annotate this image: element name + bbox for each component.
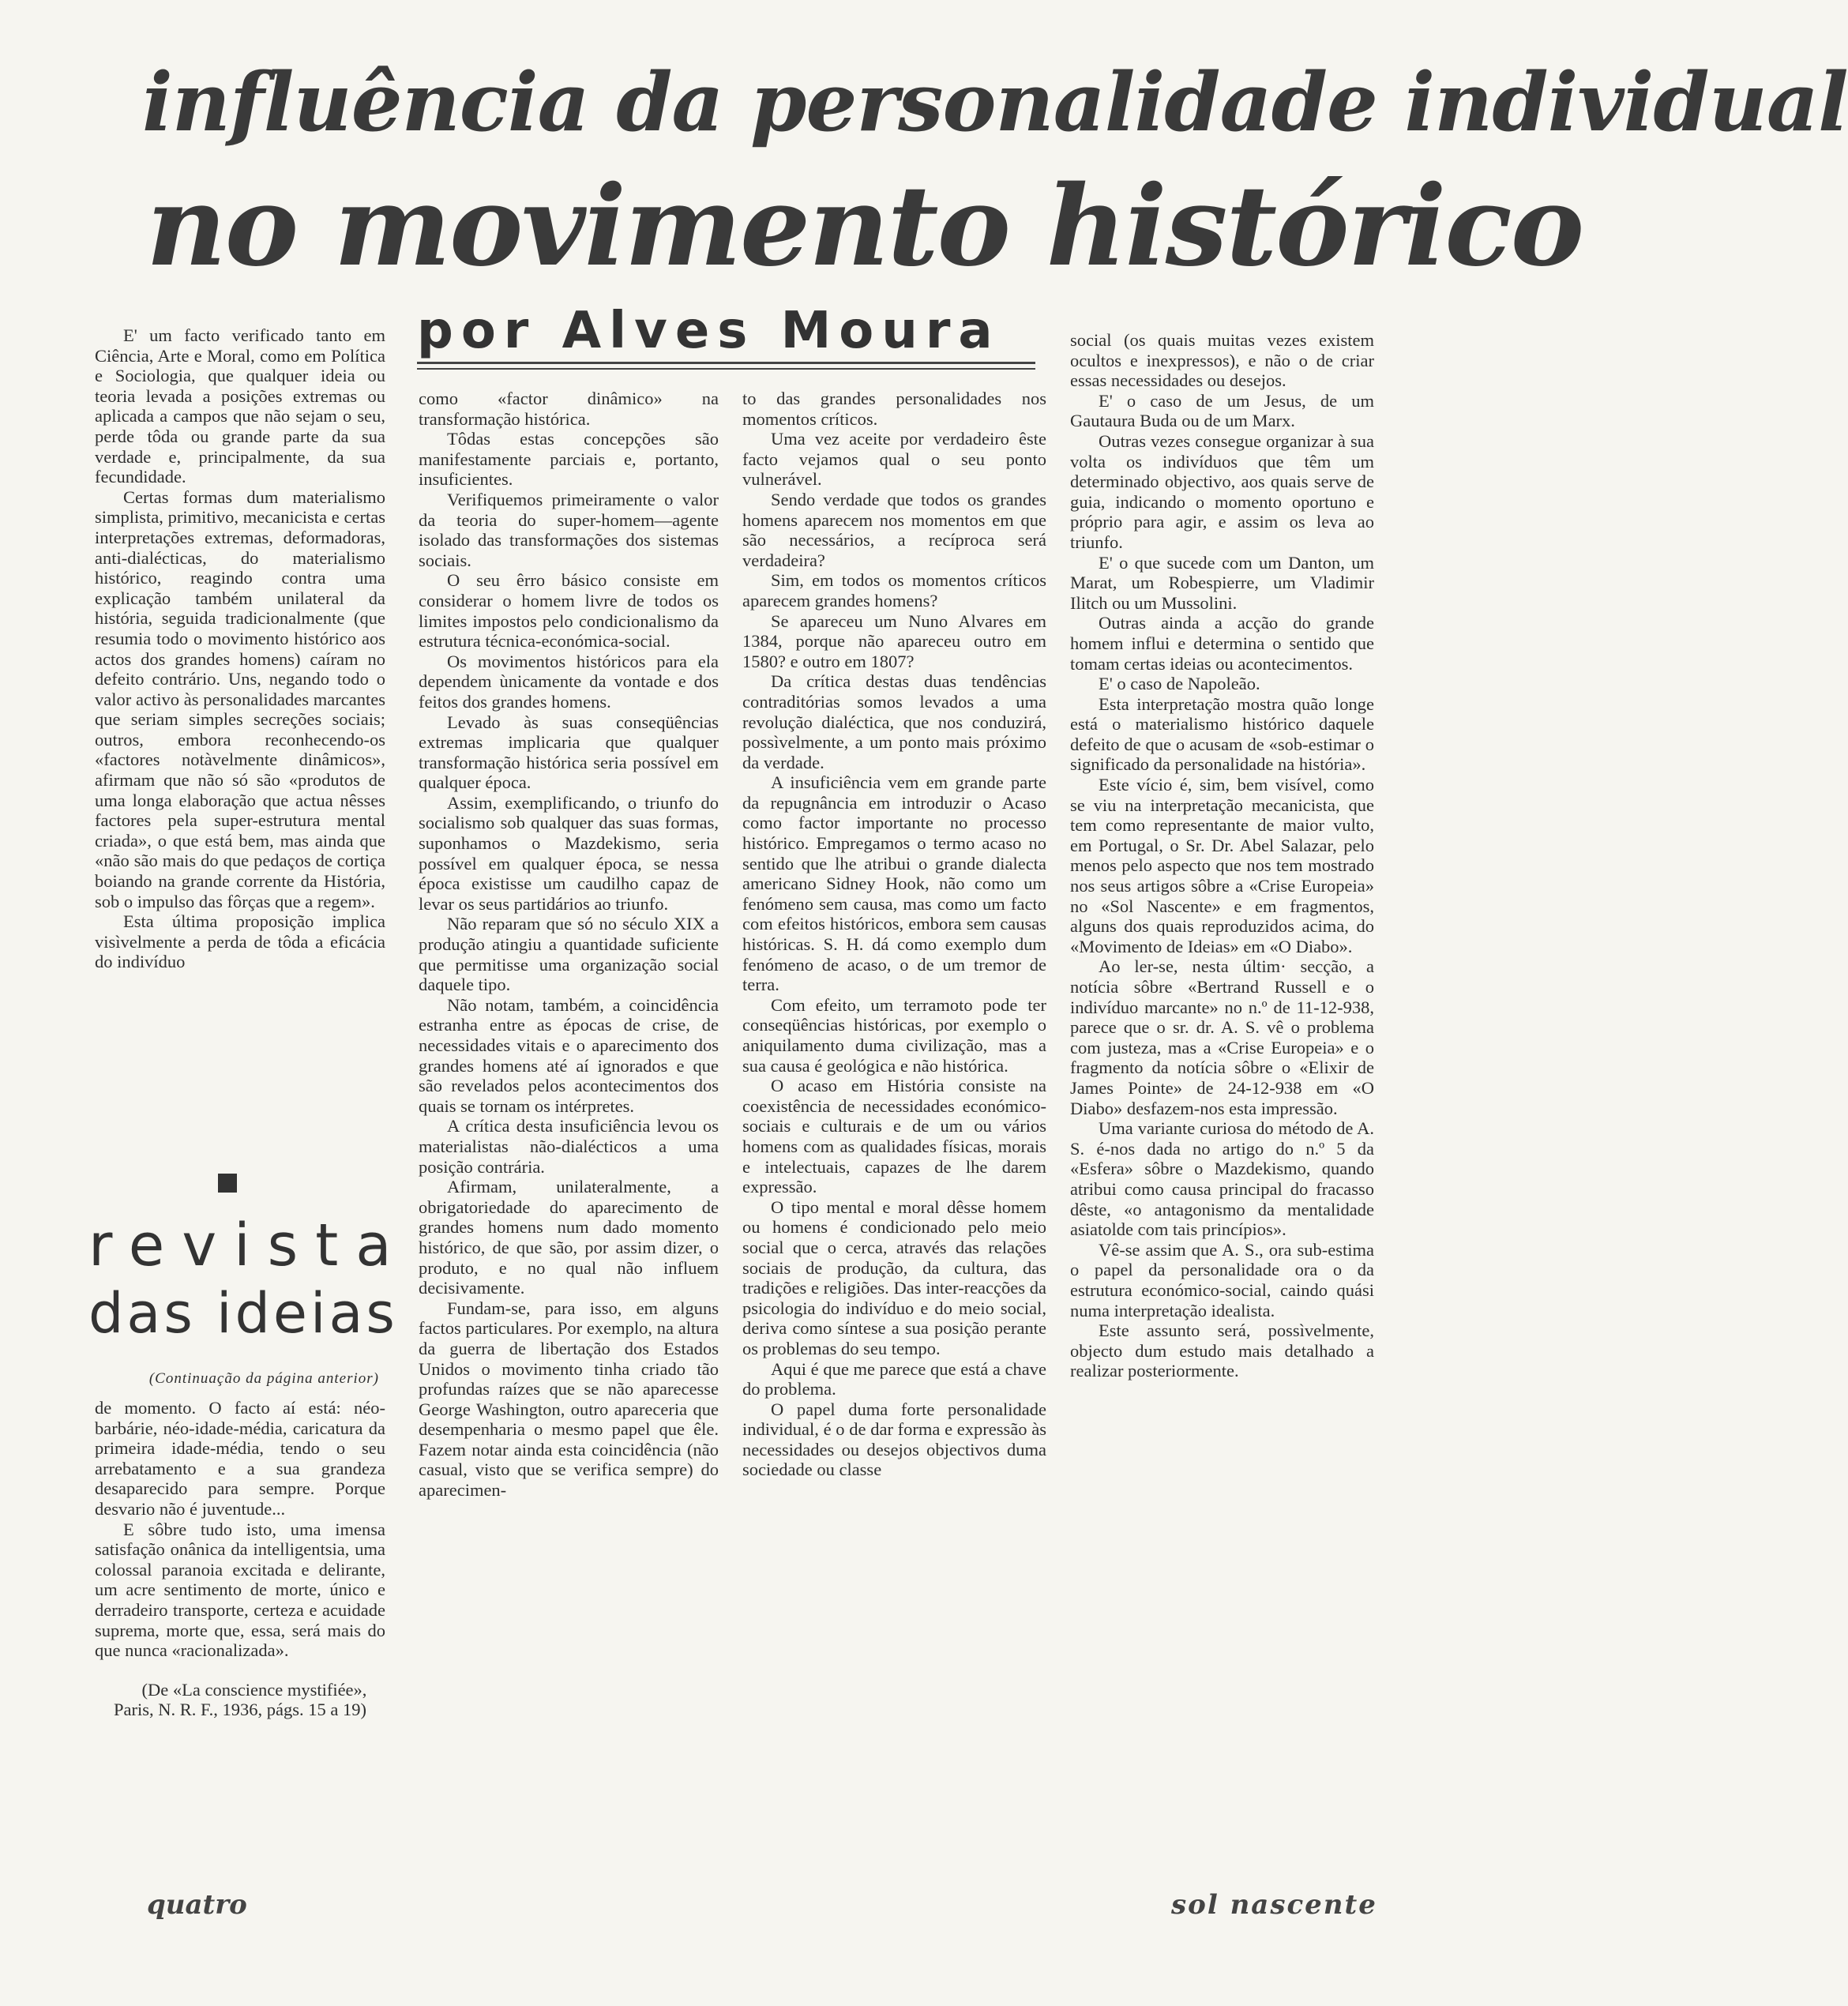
headline-line-2: no movimento histórico xyxy=(146,162,1583,291)
article-paragraph: Verifiquemos primeiramente o valor da teoria do super-homem—agente isolado das transformações dos sistemas sociais. xyxy=(419,489,719,570)
byline: por Alves Moura xyxy=(417,302,1001,360)
article-paragraph: O seu êrro básico consiste em considerar o homem livre de todos os limites impostos pelo condicionalismo da estrutura técnica-económica-social. xyxy=(419,570,719,652)
article-paragraph: O acaso em História consiste na coexistência de necessidades económico-sociais e culturais e de um ou vários homens com as qualidades físicas, morais e intelectuais, capazes de lhe darem expressão. xyxy=(742,1076,1046,1197)
article-paragraph: E' o que sucede com um Danton, um Marat, um Robespierre, um Vladimir Ilitch ou um Mussolini. xyxy=(1070,552,1374,613)
byline-rule-top xyxy=(417,362,1035,364)
article-column-2 xyxy=(419,389,719,1501)
article-paragraph: Não notam, também, a coincidência estranha entre as épocas de crise, de necessidades vitais e o aparecimento dos grandes homens até aí ignorados e que são revelados pelos acontecimentos dos quais se tornam os intérpretes. xyxy=(419,994,719,1116)
byline-rule-bottom xyxy=(417,368,1035,370)
article-paragraph: O papel duma forte personalidade individual, é o de dar forma e expressão às necessidades ou desejos objectivos duma sociedade ou classe xyxy=(742,1399,1046,1480)
article-paragraph: A crítica desta insuficiência levou os materialistas não-dialécticos a uma posição contrária. xyxy=(419,1116,719,1177)
revista-paragraph: de momento. O facto aí está: néo-barbárie, néo-idade-média, caricatura da primeira idade-média, tendo o seu arrebatamento e a sua grandeza desaparecido para sempre. Porque desvario não é juventude... xyxy=(95,1398,385,1519)
article-paragraph: Aqui é que me parece que está a chave do problema. xyxy=(742,1358,1046,1399)
article-paragraph: O tipo mental e moral dêsse homem ou homens é condicionado pelo meio social que o cerca, através das relações sociais de produção, da cultura, das tradições e religiões. Das inter-reacções da psicologia do indivíduo e do meio social, deriva como síntese a sua posição perante os problemas do seu tempo. xyxy=(742,1196,1046,1358)
article-column-1 xyxy=(95,325,385,972)
article-paragraph: Outras vezes consegue organizar à sua volta os indivíduos que têm um determinado objectivo, aos quais serve de guia, indicando o momento oportuno e próprio para agir, e assim os leva ao triunfo. xyxy=(1070,430,1374,552)
page-number-footer: quatro xyxy=(147,1889,247,1921)
article-paragraph: Certas formas dum materialismo simplista, primitivo, mecanicista e certas interpretações extremas, deformadoras, anti-dialécticas, do materialismo histórico, reagindo contra uma explicação também unilateral da história, seguida tradicionalmente (que resumia todo o movimento histórico aos actos dos grandes homens) caíram no defeito contrário. Uns, negando todo o valor activo às personalidades marcantes que seriam simples secreções sociais; outros, embora reconhecendo-os «factores notàvelmente dinâmicos», afirmam que não só são «produtos de uma longa elaboração que actua nêsses factores pela super-estrutura mental criada», o que está bem, mas ainda que «não são mais do que pedaços de cortiça boiando na grande corrente da História, sob o impulso das fôrças que a regem». xyxy=(95,486,385,911)
article-paragraph: Tôdas estas concepções são manifestamente parciais e, portanto, insuficientes. xyxy=(419,429,719,490)
article-paragraph: Assim, exemplificando, o triunfo do socialismo sob qualquer das suas formas, suponhamos o Mazdekismo, seria possível em qualquer época, se nessa época existisse um caudilho capaz de levar os seus partidários ao triunfo. xyxy=(419,792,719,914)
article-paragraph: Sendo verdade que todos os grandes homens aparecem nos momentos em que são necessários, a recíproca será verdadeira? xyxy=(742,489,1046,570)
article-paragraph: Não reparam que só no século XIX a produção atingiu a quantidade suficiente que permitisse uma organização social daquele tipo. xyxy=(419,914,719,995)
article-paragraph: Os movimentos históricos para ela dependem ùnicamente da vontade e dos feitos dos grandes homens. xyxy=(419,651,719,712)
article-paragraph: como «factor dinâmico» na transformação histórica. xyxy=(419,389,719,429)
article-paragraph: Da crítica destas duas tendências contraditórias somos levados a uma revolução dialéctica, que nos conduzirá, possìvelmente, a um ponto mais próximo da verdade. xyxy=(742,671,1046,772)
article-paragraph: Afirmam, unilateralmente, a obrigatoriedade do aparecimento de grandes homens num dado momento histórico, de que são, por assim dizer, o produto, e no qual não influem decisivamente. xyxy=(419,1177,719,1298)
revista-column xyxy=(95,1398,385,1720)
article-paragraph: Vê-se assim que A. S., ora sub-estima o papel da personalidade ora o da estrutura económico-social, caindo quási numa interpretação idealista. xyxy=(1070,1239,1374,1320)
continuation-note: (Continuação da página anterior) xyxy=(148,1370,379,1387)
article-paragraph: Levado às suas conseqüências extremas implicaria que qualquer transformação histórica seria possível em qualquer época. xyxy=(419,712,719,793)
article-paragraph: Uma vez aceite por verdadeiro êste facto vejamos qual o seu ponto vulnerável. xyxy=(742,429,1046,490)
revista-source: (De «La conscience mystifiée», Paris, N. R. F., 1936, págs. 15 a 19) xyxy=(113,1679,367,1720)
article-paragraph: social (os quais muitas vezes existem ocultos e inexpressos), e não o de criar essas necessidades ou desejos. xyxy=(1070,330,1374,391)
article-paragraph: Esta interpretação mostra quão longe está o materialismo histórico daquele defeito de que o acusam de «sob-estimar o significado da personalidade na história». xyxy=(1070,693,1374,775)
article-column-3 xyxy=(742,389,1046,1480)
section-title-das-ideias: das ideias xyxy=(88,1281,398,1346)
article-paragraph: E' o caso de Napoleão. xyxy=(1099,674,1260,694)
article-paragraph: Outras ainda a acção do grande homem influi e determina o sentido que tomam certas ideias ou acontecimentos. xyxy=(1070,613,1374,674)
article-paragraph: E' o caso de um Jesus, de um Gautaura Buda ou de um Marx. xyxy=(1070,390,1374,431)
article-paragraph: Se apareceu um Nuno Alvares em 1384, porque não apareceu outro em 1580? e outro em 1807? xyxy=(742,610,1046,671)
article-paragraph: E' um facto verificado tanto em Ciência, Arte e Moral, como em Política e Sociologia, que qualquer ideia ou teoria levada a posições extremas ou aplicada a campos que não sejam o seu, perde tôda ou grande parte da sua verdade e, principalmente, da sua fecundidade. xyxy=(95,325,385,487)
headline-line-1: influência da personalidade individual xyxy=(142,55,1848,150)
article-paragraph: Este assunto será, possìvelmente, objecto dum estudo mais detalhado a realizar posteriormente. xyxy=(1070,1320,1374,1381)
article-paragraph: to das grandes personalidades nos momentos críticos. xyxy=(742,389,1046,429)
revista-paragraph: E sôbre tudo isto, uma imensa satisfação onânica da intelligentsia, uma colossal paranoia excitada e delirante, um acre sentimento de morte, único e derradeiro transporte, certeza e acuidade suprema, morte que, essa, será mais do que nunca «racionalizada». xyxy=(95,1519,385,1661)
article-paragraph: Esta última proposição implica visìvelmente a perda de tôda a eficácia do indivíduo xyxy=(95,911,385,972)
publication-name-footer: sol nascente xyxy=(1171,1889,1377,1921)
article-paragraph: Fundam-se, para isso, em alguns factos particulares. Por exemplo, na altura da guerra de libertação dos Estados Unidos o movimento tinha criado tão profundas raízes que se não aparecesse George Washington, outro apareceria que desempenharia o mesmo papel que êle. Fazem notar ainda esta coincidência (não casual, visto que se verifica sempre) do aparecimen- xyxy=(419,1298,719,1501)
article-paragraph: Com efeito, um terramoto pode ter conseqüências históricas, por exemplo o aniquilamento duma civilização, mas a sua causa é geológica e não histórica. xyxy=(742,994,1046,1076)
article-paragraph: Uma variante curiosa do método de A. S. é-nos dada no artigo do n.º 5 da «Esfera» sôbre o Mazdekismo, quando atribui como causa principal do fracasso dêste, «o antagonismo da mentalidade asiatolde com tais princípios». xyxy=(1070,1118,1374,1240)
article-paragraph: Sim, em todos os momentos críticos aparecem grandes homens? xyxy=(742,570,1046,610)
section-bullet-icon xyxy=(218,1174,237,1193)
section-title-revista: revista xyxy=(88,1211,409,1279)
article-paragraph: A insuficiência vem em grande parte da repugnância em introduzir o Acaso como factor importante no processo histórico. Empregamos o termo acaso no sentido que lhe atribui o grande dialecta americano Sidney Hook, não como um fenómeno sem causa, mas como um facto com efeitos históricos, embora sem causas históricas. S. H. dá como exemplo dum fenómeno de acaso, o de um tremor de terra. xyxy=(742,772,1046,995)
article-column-4 xyxy=(1070,330,1374,1381)
article-paragraph: Este vício é, sim, bem visível, como se viu na interpretação mecanicista, que tem como representante de maior vulto, em Portugal, o Sr. Dr. Abel Salazar, pelo menos pelo aspecto que nos tem mostrado nos seus artigos sôbre a «Crise Europeia» no «Sol Nascente» e em fragmentos, alguns dos quais reproduzidos acima, do «Movimento de Ideias» em «O Diabo». xyxy=(1070,775,1374,956)
article-paragraph: Ao ler-se, nesta últim· secção, a notícia sôbre «Bertrand Russell e o indivíduo marcante» no n.º de 11-12-938, parece que o sr. dr. A. S. vê o problema com justeza, mas a «Crise Europeia» e o fragmento da notícia sôbre o «Elixir de James Pointe» de 24-12-938 em «O Diabo» desfazem-nos esta impressão. xyxy=(1070,956,1374,1118)
